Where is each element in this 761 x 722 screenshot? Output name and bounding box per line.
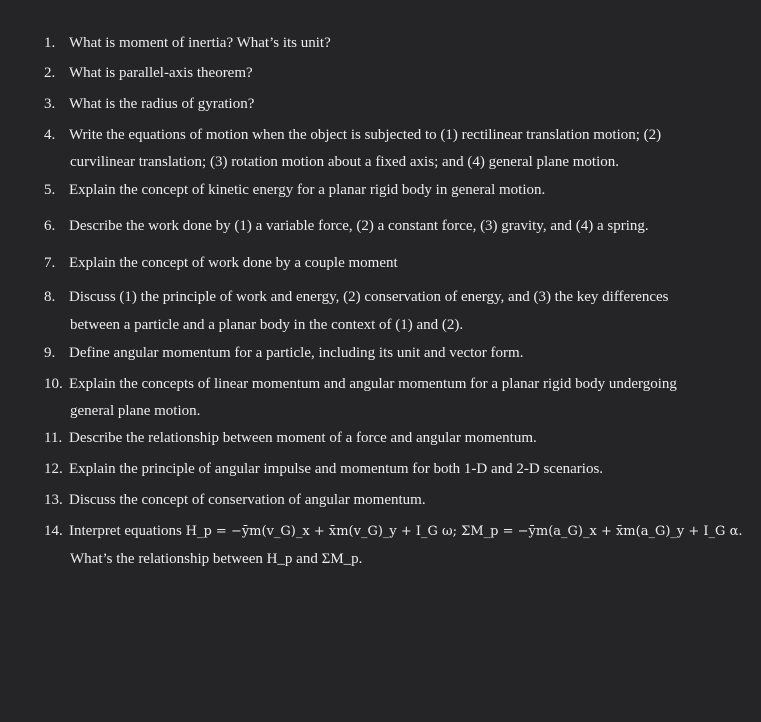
question-text: Explain the concept of work done by a couple moment: [69, 255, 398, 271]
question-number: 5.: [44, 182, 56, 198]
question-text: Write the equations of motion when the object is subjected to (1) rectilinear translation motion; (2): [69, 127, 662, 143]
question-3: [44, 96, 734, 113]
equation: H_p = −ȳm(v_G)_x + x̄m(v_G)_y + I_G ω; ΣM_p = −ȳm(a_G)_x + x̄m(a_G)_y + I_G α.: [185, 524, 743, 539]
question-text: What is the radius of gyration?: [69, 96, 255, 112]
question-14: [44, 523, 743, 540]
question-8: [44, 289, 734, 306]
question-7: [44, 255, 734, 272]
question-5: [44, 182, 734, 199]
question-text: Discuss (1) the principle of work and energy, (2) conservation of energy, and (3) the key differences: [69, 289, 669, 305]
question-text: What is moment of inertia? What’s its unit?: [69, 35, 331, 51]
question-11: [44, 430, 734, 447]
question-number: 11.: [44, 430, 63, 446]
question-4-continuation: curvilinear translation; (3) rotation motion about a fixed axis; and (4) general plane motion.: [70, 154, 620, 170]
question-13: [44, 492, 734, 509]
question-text: Explain the concept of kinetic energy for a planar rigid body in general motion.: [69, 182, 546, 198]
question-text: Explain the concepts of linear momentum and angular momentum for a planar rigid body undergoing: [69, 376, 677, 392]
question-number: 3.: [44, 96, 56, 112]
question-text: Describe the work done by (1) a variable force, (2) a constant force, (3) gravity, and (4) a spring.: [69, 218, 649, 234]
question-number: 12.: [44, 461, 63, 477]
question-number: 7.: [44, 255, 56, 271]
question-10-continuation: general plane motion.: [70, 403, 201, 419]
question-number: 4.: [44, 127, 56, 143]
question-text: What is parallel-axis theorem?: [69, 65, 253, 81]
question-number: 6.: [44, 218, 56, 234]
question-10: [44, 376, 734, 393]
question-number: 13.: [44, 492, 63, 508]
question-number: 10.: [44, 376, 63, 392]
question-14-continuation: What’s the relationship between H_p and ΣM_p.: [70, 551, 363, 567]
question-text: Interpret equations: [69, 523, 182, 539]
question-number: 9.: [44, 345, 56, 361]
question-12: [44, 461, 734, 478]
question-text: Discuss the concept of conservation of angular momentum.: [69, 492, 426, 508]
question-text: Explain the principle of angular impulse and momentum for both 1-D and 2-D scenarios.: [69, 461, 604, 477]
question-number: 1.: [44, 35, 56, 51]
question-2: [44, 65, 734, 82]
question-number: 8.: [44, 289, 56, 305]
question-9: [44, 345, 734, 362]
question-text: Define angular momentum for a particle, including its unit and vector form.: [69, 345, 524, 361]
question-text: Describe the relationship between moment of a force and angular momentum.: [69, 430, 537, 446]
question-number: 2.: [44, 65, 56, 81]
question-6: [44, 218, 734, 235]
question-4: [44, 127, 734, 144]
question-8-continuation: between a particle and a planar body in the context of (1) and (2).: [70, 317, 464, 333]
question-number: 14.: [44, 523, 63, 539]
question-1: [44, 35, 734, 52]
